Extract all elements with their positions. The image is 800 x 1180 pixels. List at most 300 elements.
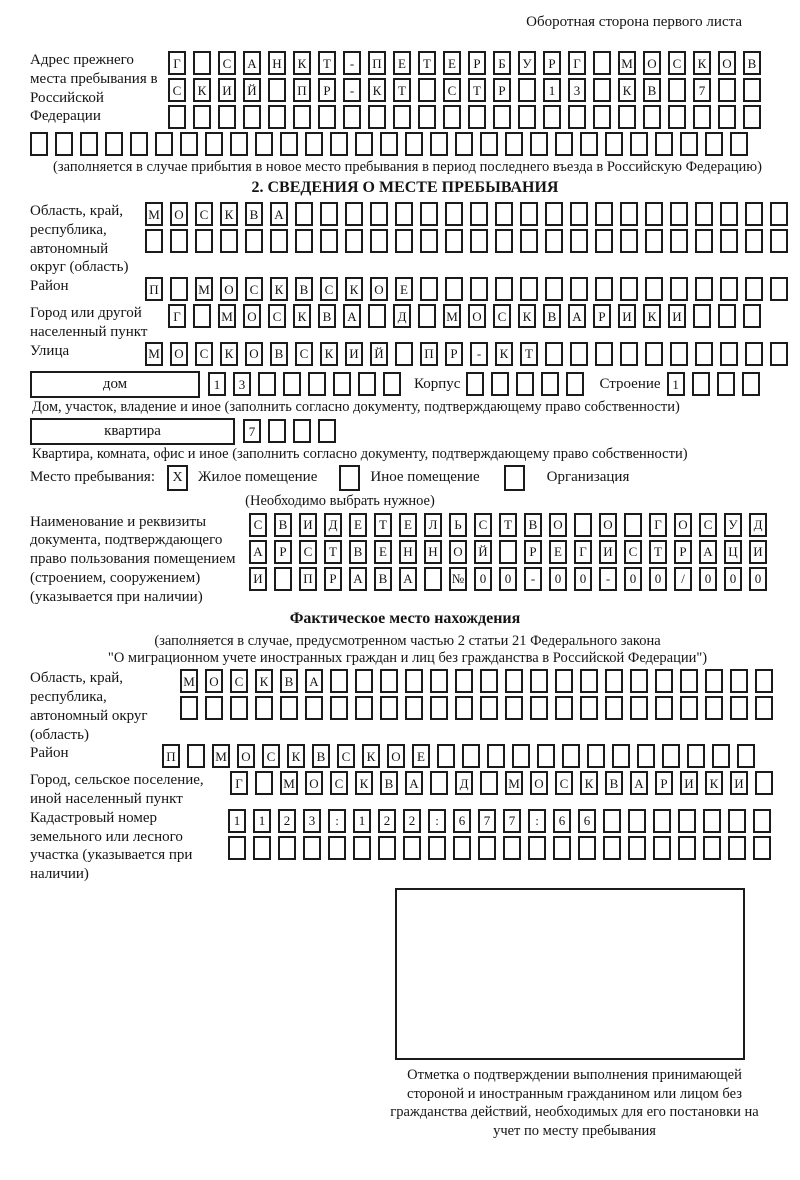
char-cell: С: [299, 540, 317, 564]
korpus-label: Корпус: [414, 375, 461, 392]
char-cell: [755, 696, 773, 720]
char-cell: №: [449, 567, 467, 591]
char-cell: [545, 202, 563, 226]
char-cell: [330, 132, 348, 156]
char-cell: [717, 372, 735, 396]
char-cell: Е: [395, 277, 413, 301]
char-cell: А: [243, 51, 261, 75]
char-cell: Т: [468, 78, 486, 102]
actual-district-row: [162, 744, 762, 768]
char-cell: С: [443, 78, 461, 102]
char-cell: В: [380, 771, 398, 795]
char-cell: С: [195, 342, 213, 366]
char-cell: У: [724, 513, 742, 537]
char-cell: С: [262, 744, 280, 768]
char-cell: [770, 202, 788, 226]
char-cell: 1: [253, 809, 271, 833]
street-row: [145, 342, 795, 366]
char-cell: М: [618, 51, 636, 75]
char-cell: [243, 105, 261, 129]
char-cell: [455, 696, 473, 720]
char-cell: [495, 277, 513, 301]
char-cell: 0: [474, 567, 492, 591]
char-cell: В: [743, 51, 761, 75]
char-cell: [295, 202, 313, 226]
char-cell: [555, 669, 573, 693]
char-cell: [695, 229, 713, 253]
char-cell: [495, 229, 513, 253]
char-cell: [328, 836, 346, 860]
korpus-cells: [466, 372, 591, 396]
char-cell: [320, 229, 338, 253]
char-cell: [655, 696, 673, 720]
char-cell: [528, 836, 546, 860]
char-cell: [605, 669, 623, 693]
char-cell: 3: [233, 372, 251, 396]
char-cell: О: [370, 277, 388, 301]
char-cell: А: [249, 540, 267, 564]
char-cell: [712, 744, 730, 768]
char-cell: [368, 105, 386, 129]
char-cell: [205, 132, 223, 156]
char-cell: [512, 744, 530, 768]
char-cell: Р: [593, 304, 611, 328]
char-cell: М: [195, 277, 213, 301]
char-cell: А: [630, 771, 648, 795]
char-cell: [445, 229, 463, 253]
char-cell: О: [674, 513, 692, 537]
char-cell: С: [230, 669, 248, 693]
char-cell: [424, 567, 442, 591]
char-cell: О: [245, 342, 263, 366]
document-row-3: [249, 567, 774, 591]
char-cell: [368, 304, 386, 328]
char-cell: [630, 669, 648, 693]
char-cell: Т: [324, 540, 342, 564]
char-cell: [537, 744, 555, 768]
char-cell: О: [220, 277, 238, 301]
char-cell: [268, 419, 286, 443]
char-cell: [405, 132, 423, 156]
char-cell: Е: [412, 744, 430, 768]
char-cell: О: [387, 744, 405, 768]
char-cell: [743, 78, 761, 102]
region-row-2: [145, 229, 795, 253]
char-cell: [705, 132, 723, 156]
char-cell: К: [345, 277, 363, 301]
char-cell: О: [170, 202, 188, 226]
char-cell: П: [162, 744, 180, 768]
char-cell: [503, 836, 521, 860]
char-cell: [593, 51, 611, 75]
char-cell: [737, 744, 755, 768]
char-cell: М: [212, 744, 230, 768]
char-cell: [728, 809, 746, 833]
char-cell: [720, 202, 738, 226]
char-cell: [345, 202, 363, 226]
char-cell: [228, 836, 246, 860]
char-cell: [505, 132, 523, 156]
char-cell: [705, 696, 723, 720]
char-cell: 2: [278, 809, 296, 833]
char-cell: 6: [453, 809, 471, 833]
char-cell: [555, 132, 573, 156]
char-cell: С: [624, 540, 642, 564]
char-cell: [491, 372, 509, 396]
house-row: [30, 371, 800, 398]
char-cell: [395, 342, 413, 366]
char-cell: [430, 696, 448, 720]
char-cell: [753, 809, 771, 833]
char-cell: [274, 567, 292, 591]
char-cell: [280, 132, 298, 156]
char-cell: С: [195, 202, 213, 226]
char-cell: 7: [243, 419, 261, 443]
char-cell: [618, 105, 636, 129]
stay-place-row: [30, 465, 800, 491]
char-cell: [253, 836, 271, 860]
char-cell: [395, 202, 413, 226]
actual-region-label: Область, край, республика, автономный округ (область): [30, 670, 148, 743]
char-cell: [437, 744, 455, 768]
char-cell: [545, 229, 563, 253]
char-cell: [278, 836, 296, 860]
apartment-note: Квартира, комната, офис и иное (заполнить согласно документу, подтверждающему право собственности): [32, 445, 688, 462]
char-cell: О: [530, 771, 548, 795]
char-cell: Г: [168, 51, 186, 75]
cadastral-field: [30, 809, 800, 884]
char-cell: А: [343, 304, 361, 328]
char-cell: [487, 744, 505, 768]
char-cell: -: [599, 567, 617, 591]
char-cell: [355, 132, 373, 156]
char-cell: Д: [324, 513, 342, 537]
char-cell: [145, 229, 163, 253]
prev-address-row-3: [168, 105, 768, 129]
char-cell: [692, 372, 710, 396]
char-cell: [655, 669, 673, 693]
char-cell: [180, 132, 198, 156]
document-row-1: [249, 513, 774, 537]
char-cell: [745, 342, 763, 366]
char-cell: С: [699, 513, 717, 537]
stay-place-label: Место пребывания:: [30, 469, 155, 485]
other-premises-label: Иное помещение: [370, 469, 480, 485]
char-cell: Р: [655, 771, 673, 795]
char-cell: К: [518, 304, 536, 328]
document-field: [30, 513, 800, 607]
actual-city-row: [230, 771, 780, 795]
char-cell: 0: [574, 567, 592, 591]
char-cell: :: [528, 809, 546, 833]
char-cell: В: [318, 304, 336, 328]
char-cell: [743, 304, 761, 328]
prev-address-note: (заполняется в случае прибытия в новое место пребывания в период последнего въезда в Российскую Федерацию): [53, 159, 762, 175]
char-cell: [270, 229, 288, 253]
char-cell: [455, 669, 473, 693]
char-cell: [530, 696, 548, 720]
char-cell: [595, 202, 613, 226]
char-cell: [345, 229, 363, 253]
char-cell: Р: [274, 540, 292, 564]
char-cell: [193, 51, 211, 75]
char-cell: [170, 229, 188, 253]
char-cell: К: [368, 78, 386, 102]
char-cell: В: [295, 277, 313, 301]
district-label: Район: [30, 278, 69, 294]
cadastral-row-2: [228, 836, 778, 860]
char-cell: А: [399, 567, 417, 591]
char-cell: О: [468, 304, 486, 328]
confirmation-stamp-caption: Отметка о подтверждении выполнения принимающей стороной и иностранным гражданином или лицом без гражданства действий, необходимых для его постановки на учет по месту пребывания: [390, 1066, 759, 1140]
char-cell: К: [643, 304, 661, 328]
char-cell: К: [193, 78, 211, 102]
char-cell: 2: [378, 809, 396, 833]
char-cell: [530, 132, 548, 156]
char-cell: 7: [693, 78, 711, 102]
char-cell: [668, 105, 686, 129]
char-cell: [543, 105, 561, 129]
char-cell: [730, 669, 748, 693]
char-cell: Н: [399, 540, 417, 564]
char-cell: 1: [228, 809, 246, 833]
char-cell: [55, 132, 73, 156]
char-cell: -: [343, 78, 361, 102]
char-cell: -: [343, 51, 361, 75]
char-cell: М: [218, 304, 236, 328]
prev-address-label: Адрес прежнего места пребывания в Российской Федерации: [30, 52, 158, 125]
char-cell: [480, 132, 498, 156]
char-cell: С: [249, 513, 267, 537]
char-cell: Р: [445, 342, 463, 366]
char-cell: 0: [699, 567, 717, 591]
char-cell: [268, 105, 286, 129]
char-cell: [255, 696, 273, 720]
char-cell: В: [524, 513, 542, 537]
char-cell: [755, 771, 773, 795]
char-cell: [770, 277, 788, 301]
char-cell: [453, 836, 471, 860]
char-cell: [655, 132, 673, 156]
char-cell: М: [180, 669, 198, 693]
char-cell: [283, 372, 301, 396]
char-cell: С: [245, 277, 263, 301]
char-cell: О: [205, 669, 223, 693]
char-cell: В: [245, 202, 263, 226]
char-cell: [580, 669, 598, 693]
char-cell: [445, 277, 463, 301]
char-cell: [470, 277, 488, 301]
char-cell: Р: [318, 78, 336, 102]
char-cell: [466, 372, 484, 396]
char-cell: В: [605, 771, 623, 795]
char-cell: И: [668, 304, 686, 328]
char-cell: О: [718, 51, 736, 75]
char-cell: [420, 229, 438, 253]
char-cell: Р: [493, 78, 511, 102]
char-cell: О: [305, 771, 323, 795]
char-cell: [405, 696, 423, 720]
char-cell: [418, 78, 436, 102]
char-cell: [545, 277, 563, 301]
char-cell: С: [330, 771, 348, 795]
char-cell: [593, 105, 611, 129]
char-cell: [505, 669, 523, 693]
char-cell: [428, 836, 446, 860]
region-row-1: [145, 202, 795, 226]
char-cell: [268, 78, 286, 102]
char-cell: С: [168, 78, 186, 102]
char-cell: Т: [649, 540, 667, 564]
char-cell: [670, 342, 688, 366]
char-cell: [562, 744, 580, 768]
char-cell: Д: [455, 771, 473, 795]
char-cell: Е: [349, 513, 367, 537]
char-cell: [620, 229, 638, 253]
char-cell: [130, 132, 148, 156]
char-cell: [745, 202, 763, 226]
cadastral-rows: [228, 809, 778, 863]
char-cell: К: [220, 342, 238, 366]
char-cell: О: [549, 513, 567, 537]
char-cell: П: [293, 78, 311, 102]
char-cell: [180, 696, 198, 720]
char-cell: [308, 372, 326, 396]
char-cell: [470, 202, 488, 226]
char-cell: [668, 78, 686, 102]
char-cell: [570, 277, 588, 301]
char-cell: Г: [568, 51, 586, 75]
char-cell: Т: [318, 51, 336, 75]
actual-location-title: Фактическое место нахождения: [289, 610, 521, 628]
char-cell: [653, 809, 671, 833]
char-cell: [168, 105, 186, 129]
char-cell: К: [693, 51, 711, 75]
char-cell: С: [474, 513, 492, 537]
char-cell: И: [618, 304, 636, 328]
char-cell: [518, 78, 536, 102]
prev-address-field: [30, 51, 800, 132]
char-cell: [220, 229, 238, 253]
char-cell: [595, 229, 613, 253]
char-cell: В: [543, 304, 561, 328]
char-cell: [728, 836, 746, 860]
residential-label: Жилое помещение: [198, 469, 318, 485]
char-cell: [574, 513, 592, 537]
char-cell: [628, 809, 646, 833]
char-cell: [30, 132, 48, 156]
char-cell: И: [680, 771, 698, 795]
actual-district-field: [30, 744, 800, 771]
char-cell: 0: [724, 567, 742, 591]
char-cell: [395, 229, 413, 253]
char-cell: И: [249, 567, 267, 591]
char-cell: Ц: [724, 540, 742, 564]
char-cell: [570, 342, 588, 366]
char-cell: [670, 277, 688, 301]
char-cell: [383, 372, 401, 396]
char-cell: [770, 342, 788, 366]
char-cell: [516, 372, 534, 396]
char-cell: [320, 202, 338, 226]
char-cell: [170, 277, 188, 301]
char-cell: [730, 696, 748, 720]
char-cell: [680, 669, 698, 693]
char-cell: [645, 342, 663, 366]
char-cell: [541, 372, 559, 396]
char-cell: В: [280, 669, 298, 693]
char-cell: [493, 105, 511, 129]
char-cell: А: [305, 669, 323, 693]
char-cell: Т: [374, 513, 392, 537]
char-cell: [380, 696, 398, 720]
char-cell: А: [270, 202, 288, 226]
char-cell: Т: [418, 51, 436, 75]
char-cell: И: [345, 342, 363, 366]
char-cell: П: [420, 342, 438, 366]
char-cell: Т: [520, 342, 538, 366]
char-cell: Г: [574, 540, 592, 564]
char-cell: [518, 105, 536, 129]
prev-address-row-4: [30, 132, 800, 156]
char-cell: [630, 132, 648, 156]
char-cell: [355, 696, 373, 720]
char-cell: [643, 105, 661, 129]
char-cell: :: [428, 809, 446, 833]
char-cell: [370, 229, 388, 253]
char-cell: [662, 744, 680, 768]
char-cell: М: [505, 771, 523, 795]
char-cell: [318, 419, 336, 443]
char-cell: [187, 744, 205, 768]
char-cell: Н: [424, 540, 442, 564]
char-cell: [293, 419, 311, 443]
char-cell: [468, 105, 486, 129]
char-cell: Г: [649, 513, 667, 537]
char-cell: [628, 836, 646, 860]
char-cell: [105, 132, 123, 156]
char-cell: 0: [549, 567, 567, 591]
char-cell: [420, 202, 438, 226]
char-cell: 7: [503, 809, 521, 833]
char-cell: [393, 105, 411, 129]
char-cell: Й: [474, 540, 492, 564]
char-cell: С: [337, 744, 355, 768]
char-cell: О: [449, 540, 467, 564]
char-cell: [720, 342, 738, 366]
char-cell: 0: [624, 567, 642, 591]
char-cell: [645, 229, 663, 253]
house-box: дом: [30, 371, 200, 398]
char-cell: Е: [374, 540, 392, 564]
char-cell: [703, 836, 721, 860]
char-cell: [742, 372, 760, 396]
char-cell: П: [299, 567, 317, 591]
actual-region-row-1: [180, 669, 780, 693]
document-rows: [249, 513, 774, 594]
char-cell: [624, 513, 642, 537]
char-cell: О: [243, 304, 261, 328]
char-cell: [80, 132, 98, 156]
char-cell: В: [274, 513, 292, 537]
char-cell: [695, 202, 713, 226]
actual-city-field: [30, 771, 800, 809]
char-cell: [378, 836, 396, 860]
char-cell: Е: [393, 51, 411, 75]
char-cell: К: [355, 771, 373, 795]
char-cell: Е: [399, 513, 417, 537]
char-cell: [478, 836, 496, 860]
